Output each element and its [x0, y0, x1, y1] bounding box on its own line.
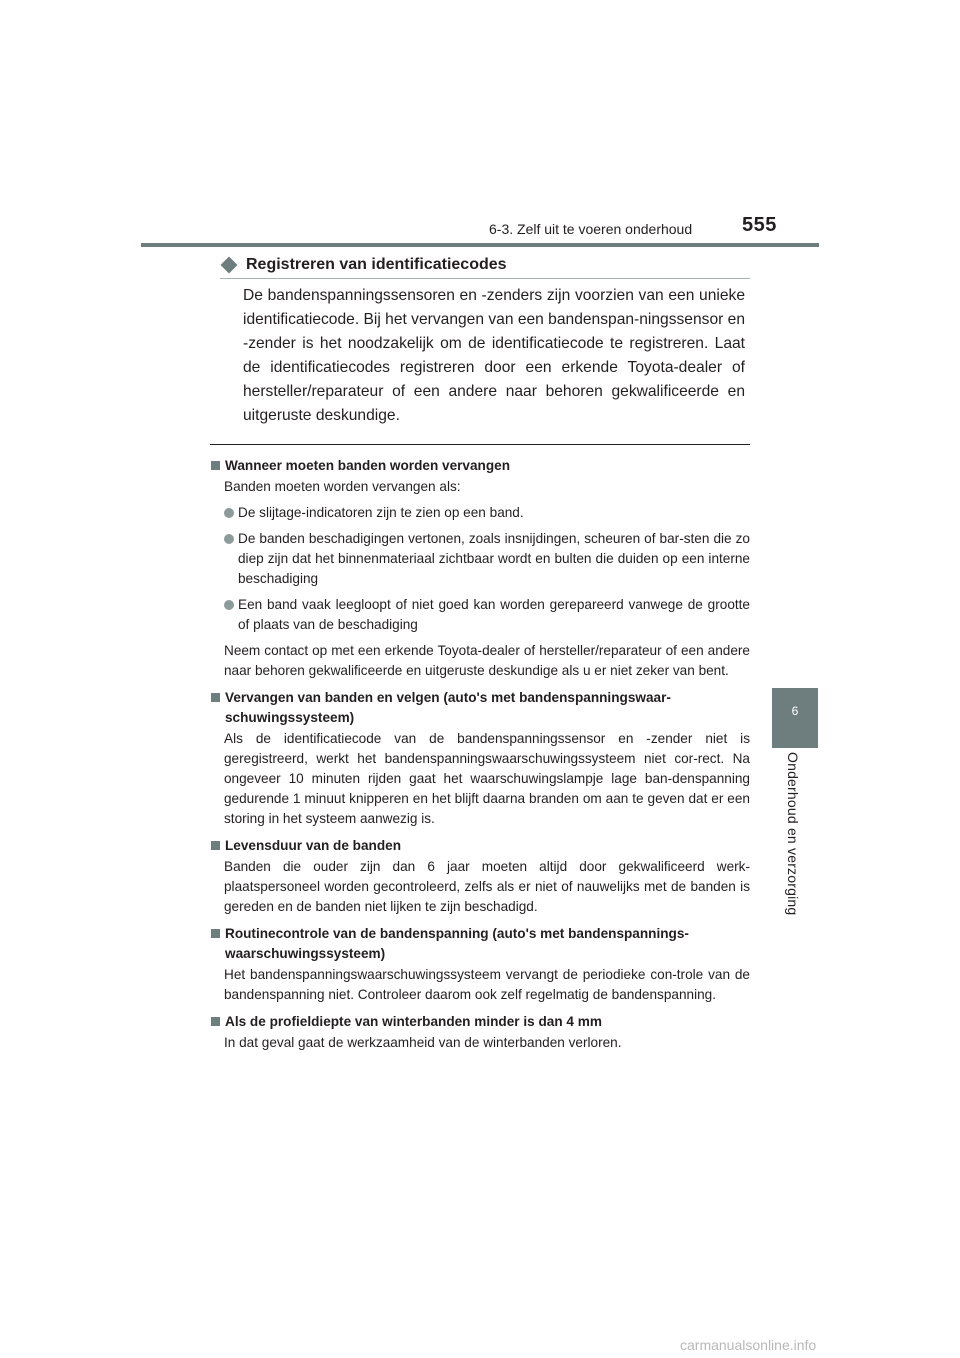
chapter-label: Onderhoud en verzorging	[785, 752, 801, 916]
note-title: Routinecontrole van de bandenspanning (auto's met bandenspannings-waarschuwingssysteem)	[225, 926, 689, 961]
watermark: carmanualsonline.info	[680, 1337, 817, 1353]
note-outro: Neem contact op met een erkende Toyota-dealer of hersteller/reparateur of een andere naar behoren gekwalificeerde en uitgeruste deskundige als u er niet zeker van bent.	[224, 643, 750, 678]
note-body: In dat geval gaat de werkzaamheid van de winterbanden verloren.	[224, 1035, 622, 1050]
note-body: Het bandenspanningswaarschuwingssysteem vervangt de periodieke con-trole van de bandenspanning niet. Controleer daarom ook zelf regelmatig de bandenspanning.	[224, 967, 750, 1002]
note-tire-replacement	[210, 456, 750, 681]
note-title: Levensduur van de banden	[225, 838, 402, 853]
notes-rule	[210, 444, 750, 445]
note-title: Vervangen van banden en velgen (auto's met bandenspanningswaar-schuwingssysteem)	[225, 690, 671, 725]
list-item: De slijtage-indicatoren zijn te zien op een band.	[224, 503, 750, 523]
round-bullet-icon	[224, 508, 234, 518]
round-bullet-icon	[224, 600, 234, 610]
note-winter-tire-depth	[210, 1012, 750, 1053]
chapter-tab[interactable]	[772, 688, 818, 748]
notes-section	[210, 456, 750, 1053]
square-bullet-icon	[211, 929, 220, 938]
note-body: Als de identificatiecode van de bandenspanningssensor en -zender niet is geregistreerd, werkt het bandenspanningswaarschuwingssysteem niet cor-rect. Na ongeveer 10 minuten rijden gaat het waarschuwingslampje lage ban-denspanning gedurende 1 minuut knipperen en het blijft daarna branden om aan te geven dat er een storing in het systeem aanwezig is.	[224, 731, 750, 826]
note-title: Als de profieldiepte van winterbanden minder is dan 4 mm	[225, 1014, 602, 1029]
square-bullet-icon	[211, 1017, 220, 1026]
subsection-rule	[220, 278, 750, 279]
list-item: Een band vaak leegloopt of niet goed kan worden gerepareerd vanwege de grootte of plaats van de beschadiging	[224, 595, 750, 635]
note-tire-lifespan	[210, 836, 750, 917]
square-bullet-icon	[211, 841, 220, 850]
chapter-number: 6	[791, 704, 799, 718]
subsection-body: De bandenspanningssensoren en -zenders zijn voorzien van een unieke identificatiecode. Bij het vervangen van een bandenspan-ningssensor en -zender is het noodzakelijk om de identificatiecode te registreren. Laat de identificatiecodes registreren door een erkende Toyota-dealer of hersteller/reparateur of een andere naar behoren gekwalificeerde en uitgeruste deskundige.	[243, 287, 745, 424]
round-bullet-icon	[224, 534, 234, 544]
section-header: 6-3. Zelf uit te voeren onderhoud	[489, 221, 693, 237]
note-title: Wanneer moeten banden worden vervangen	[225, 458, 511, 473]
header-rule	[141, 243, 819, 247]
diamond-icon	[221, 257, 238, 274]
square-bullet-icon	[211, 461, 220, 470]
square-bullet-icon	[211, 693, 220, 702]
note-body: Banden die ouder zijn dan 6 jaar moeten altijd door gekwalificeerd werk-plaatspersoneel worden gecontroleerd, zelfs als er niet of nauwelijks met de banden is gereden en de banden niet lijken te zijn beschadigd.	[224, 859, 750, 914]
note-intro: Banden moeten worden vervangen als:	[224, 479, 461, 494]
subsection-title: Registreren van identificatiecodes	[246, 256, 507, 273]
note-replace-tires-wheels	[210, 688, 750, 829]
subsection-heading	[220, 255, 750, 279]
note-routine-pressure-check	[210, 924, 750, 1005]
list-item: De banden beschadigingen vertonen, zoals insnijdingen, scheuren of bar-sten die zo diep zijn dat het binnenmateriaal zichtbaar wordt en bulten die duiden op een interne beschadiging	[224, 529, 750, 589]
page-number: 555	[742, 214, 777, 236]
